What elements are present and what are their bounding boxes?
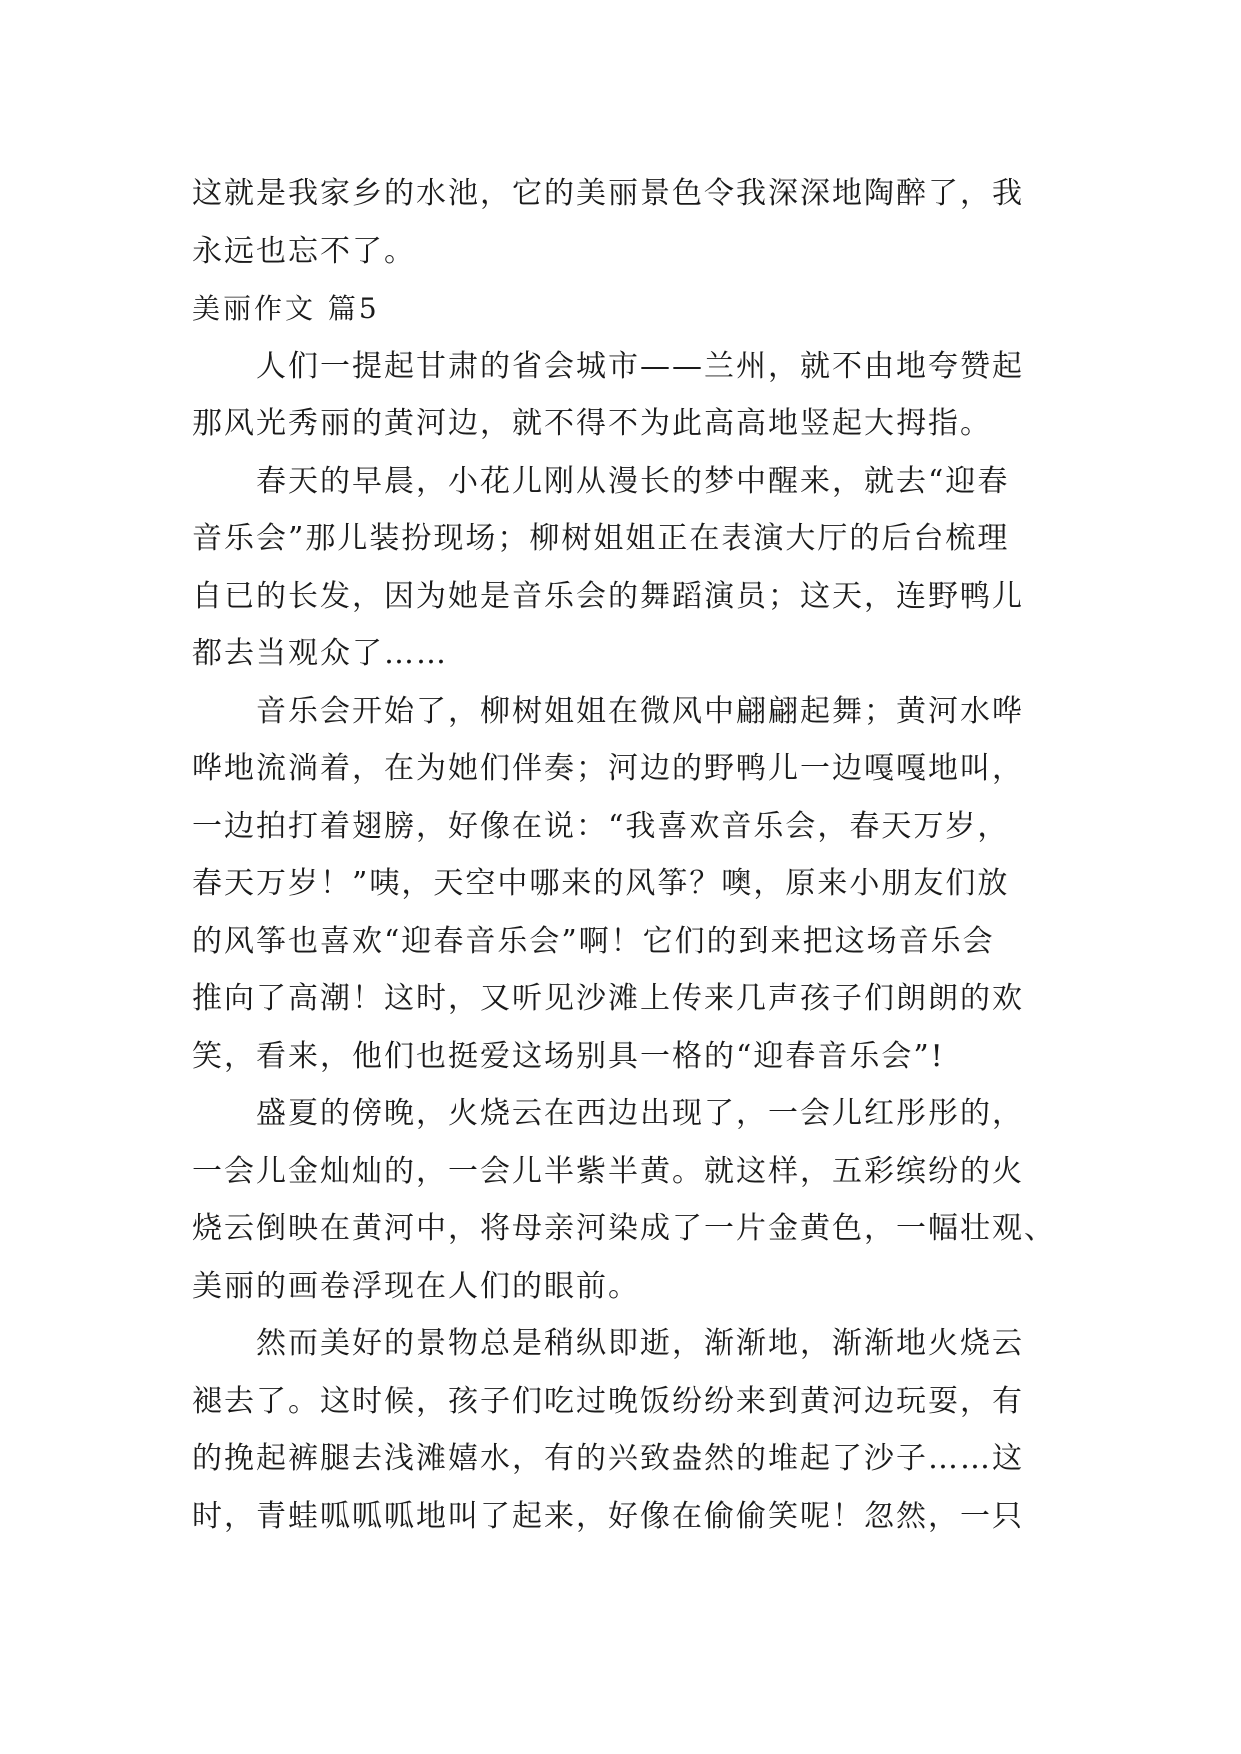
paragraph-line: 春天的早晨，小花儿刚从漫长的梦中醒来，就去“迎春 <box>256 463 1010 499</box>
paragraph-line: 的挽起裤腿去浅滩嬉水，有的兴致盎然的堆起了沙子……这 <box>192 1441 1024 1476</box>
paragraph-line: 自已的长发，因为她是音乐会的舞蹈演员；这天，连野鸭儿 <box>192 578 1024 614</box>
paragraph-line: 笑，看来，他们也挺爱这场别具一格的“迎春音乐会”! <box>192 1038 945 1074</box>
paragraph-line: 褪去了。这时候，孩子们吃过晚饭纷纷来到黄河边玩耍，有 <box>192 1383 1024 1419</box>
paragraph-line: 音乐会”那儿装扮现场；柳树姐姐正在表演大厅的后台梳理 <box>192 521 1010 556</box>
paragraph-line: 盛夏的傍晚，火烧云在西边出现了，一会儿红彤彤的， <box>256 1096 1024 1131</box>
paragraph-line: 时，青蛙呱呱呱地叫了起来，好像在偷偷笑呢！忽然，一只 <box>192 1498 1024 1534</box>
paragraph-line: 人们一提起甘肃的省会城市——兰州，就不由地夸赞起 <box>256 348 1024 384</box>
text-line: 永远也忘不了。 <box>192 233 416 269</box>
text-line: 这就是我家乡的水池，它的美丽景色令我深深地陶醉了，我 <box>192 176 1024 211</box>
paragraph-line: 那风光秀丽的黄河边，就不得不为此高高地竖起大拇指。 <box>192 406 992 441</box>
section-heading: 美丽作文 篇5 <box>192 292 380 325</box>
document-page <box>192 165 1056 1545</box>
paragraph-line: 然而美好的景物总是稍纵即逝，渐渐地，渐渐地火烧云 <box>256 1326 1024 1361</box>
paragraph-line: 美丽的画卷浮现在人们的眼前。 <box>192 1268 640 1304</box>
paragraph-line: 烧云倒映在黄河中，将母亲河染成了一片金黄色，一幅壮观、 <box>192 1211 1056 1246</box>
paragraph-line: 哗地流淌着，在为她们伴奏；河边的野鸭儿一边嘎嘎地叫， <box>192 751 1024 786</box>
paragraph-line: 一会儿金灿灿的，一会儿半紫半黄。就这样，五彩缤纷的火 <box>192 1153 1024 1189</box>
paragraph-line: 音乐会开始了，柳树姐姐在微风中翩翩起舞；黄河水哗 <box>256 693 1024 729</box>
paragraph-line: 推向了高潮！这时，又听见沙滩上传来几声孩子们朗朗的欢 <box>192 981 1024 1016</box>
paragraph-line: 都去当观众了…… <box>192 636 448 671</box>
paragraph-line: 春天万岁！”咦，天空中哪来的风筝？噢，原来小朋友们放 <box>192 866 1010 901</box>
paragraph-line: 的风筝也喜欢“迎春音乐会”啊！它们的到来把这场音乐会 <box>192 923 995 959</box>
paragraph-line: 一边拍打着翅膀，好像在说：“我喜欢音乐会，春天万岁， <box>192 808 1010 844</box>
